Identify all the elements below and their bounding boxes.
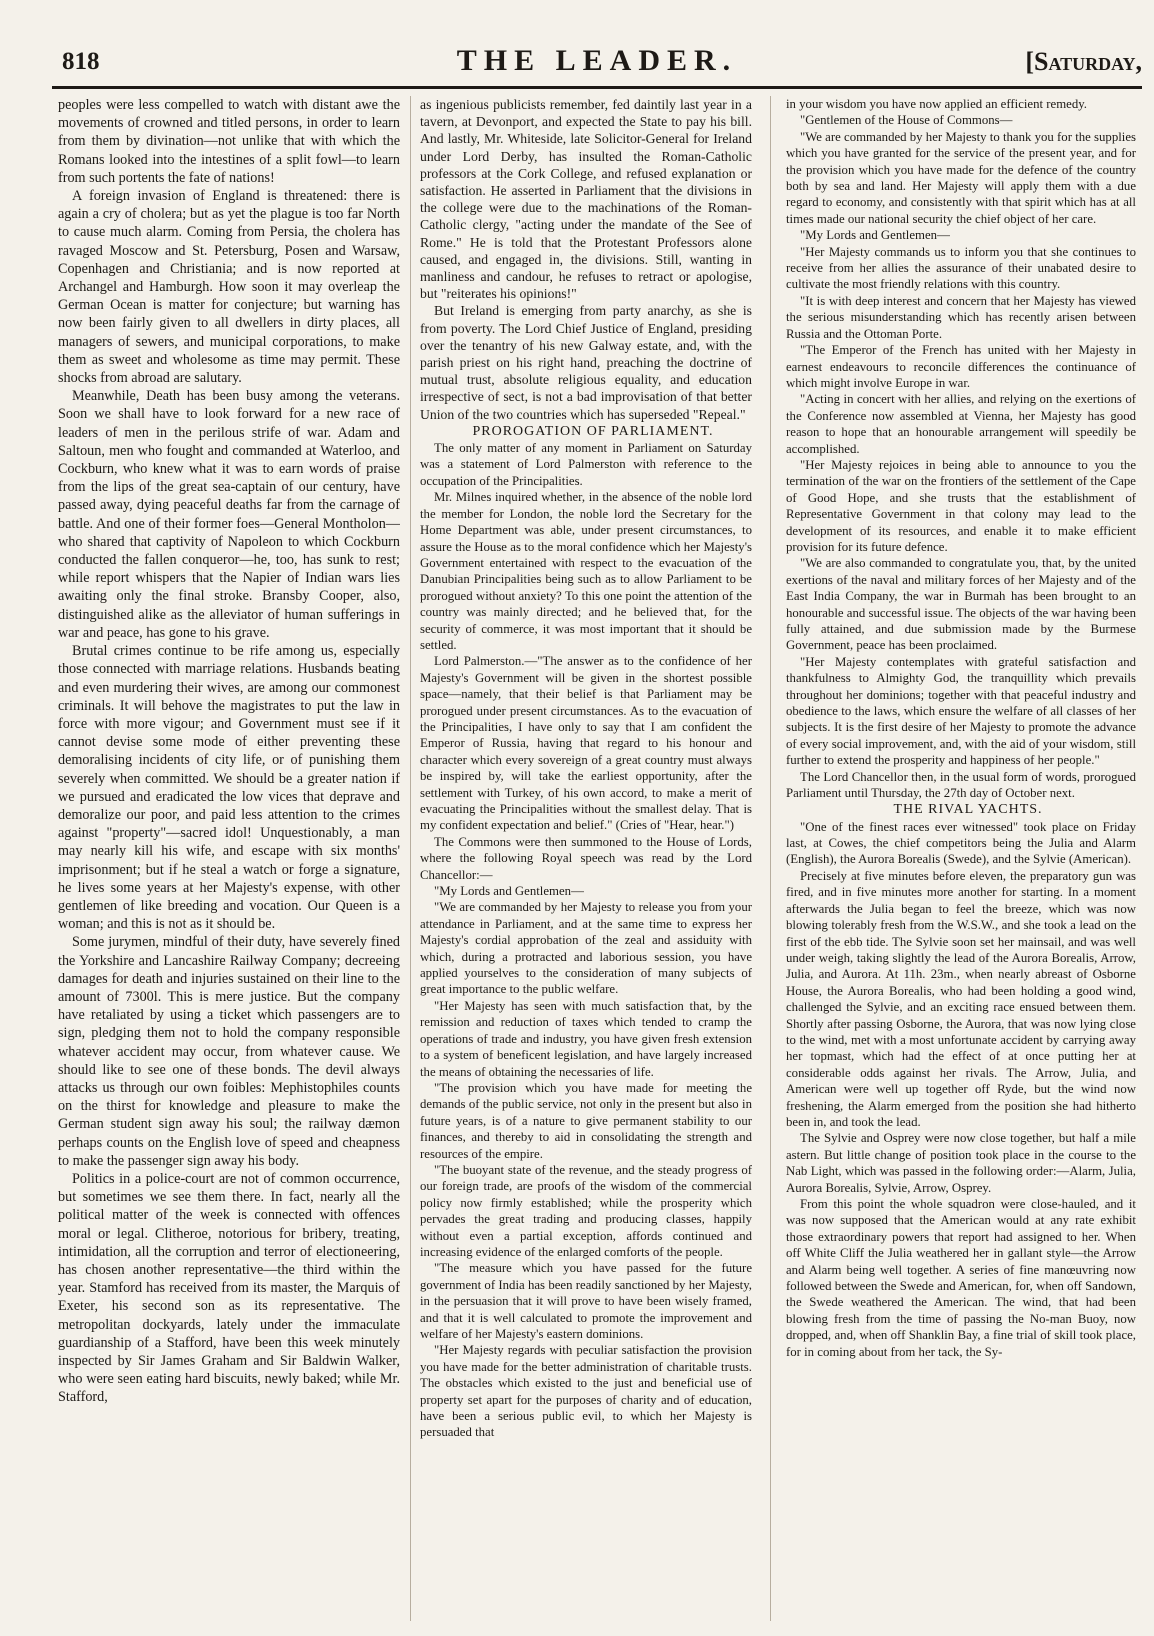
section-heading-rival-yachts: THE RIVAL YACHTS. [893,802,1043,818]
issue-day: [Saturday, [1025,47,1142,76]
paragraph: "Her Majesty rejoices in being able to announce to you the termination of the war on the frontiers of the settlement of the Cape of Good Hope, and she trusts that the establishment of Representative Government in that colony may lead to the development of its resources, and enable it to make efficient provision for its future defence. [786,457,1136,554]
paragraph: "The provision which you have made for meeting the demands of the public service, not only in the present but also in future years, is of a nature to give permanent stability to our finances, and thereby to aid in consolidating the strength and resources of the empire. [420,1080,752,1161]
paragraph: "We are also commanded to congratulate you, that, by the united exertions of the naval and military forces of her Majesty and of the East India Company, the war in Burmah has been brought to an honourable and successful issue. The objects of the war having been fully attained, and due submission made by the Burmese Government, peace has been proclaimed. [786,556,1136,653]
paragraph: Mr. Milnes inquired whether, in the absence of the noble lord the member for London, the noble lord the Secretary for the Home Department was able, under present circumstances, to assure the House as to the moral confidence which her Majesty's Government entertained with respect to the evacuation of the Danubian Principalities being such as to allow Parliament to be prorogued without anxiety? To this one point the attention of the country was mainly directed; and he believed that, for the security of commerce, it was most important that it should be settled. [420,490,752,652]
section-heading-prorogation: PROROGATION OF PARLIAMENT. [472,423,714,439]
paragraph: "The buoyant state of the revenue, and the steady progress of our foreign trade, are proofs of the wisdom of the commercial policy now firmly established; while the prosperity which pervades the great trading and producing classes, happily without even a partial exception, affords continued and increasing evidence of the enlarged comforts of the people. [420,1162,752,1259]
column-divider-1 [410,96,411,1621]
paragraph: "My Lords and Gentlemen— [800,228,950,243]
paragraph: Precisely at five minutes before eleven, the preparatory gun was fired, and in five minutes more another for starting. In a moment afterwards the Julia began to feel the breeze, which was now blowing tolerably fresh from the W.S.W., and she took a lead on the first of the ebb tide. The Sylvie soon set her mainsail, and was well under weigh, taking slightly the lead of the Aurora Borealis, Arrow, Julia, and Aurora. At 11h. 23m., when nearly abreast of Osborne House, the Aurora Borealis, who had been holding a good wind, challenged the Sylvie, and an exciting race ensued between them. Shortly after passing Osborne, the Aurora, that was now lying close to the wind, met with a most unfortunate accident by carrying away her topmast, which had the effect of at once putting her at considerable odds against her rivals. The Arrow, Julia, and American were well up together off Ryde, but the wind now freshening, the Alarm emerged from the position she had hitherto been in, and took the lead. [786,868,1136,1129]
paragraph: "One of the finest races ever witnessed" took place on Friday last, at Cowes, the chief competitors being the Julia and Alarm (English), the Aurora Borealis (Swede), and the Sylvie (American). [786,819,1136,867]
paragraph: But Ireland is emerging from party anarchy, as she is from poverty. The Lord Chief Justice of England, presiding over the tenantry of his new Galway estate, and, with the parish priest on his right hand, preaching the doctrine of mutual trust, absolute religious equality, and education irrespective of sect, is not a bad improvisation of that better Union of the two countries which has superseded "Repeal." [420,303,752,422]
column-divider-2 [770,96,771,1621]
paragraph: "We are commanded by her Majesty to release you from your attendance in Parliament, and at the same time to express her Majesty's cordial approbation of the zeal and assiduity with which, during a protracted and laborious session, you have applied yourselves to the consideration of many subjects of great importance to the public welfare. [420,900,752,997]
paragraph: "We are commanded by her Majesty to thank you for the supplies which you have granted for the service of the present year, and for the provision which you have made for the defence of the country both by sea and land. Her Majesty will apply them with a due regard to economy, and consistently with that spirit which has at all times made our national security the chief object of her care. [786,129,1136,226]
page-number: 818 [62,48,100,75]
column-1 [58,96,400,1624]
paragraph: Brutal crimes continue to be rife among us, especially those connected with marriage relations. Husbands beating and even murdering their wives, are among our commonest criminals. It will behove the magistrates to put the law in force with more vigour; and Government must see if it cannot devise some mode of either preventing these demoralising incidents of city life, or of punishing them severely when committed. We should be a greater nation if we pursued and eradicated the low vices that deprave and demoralize our poor, and paid less attention to the crimes against "property"—sacred idol! Unquestionably, a man may nearly kill his wife, and escape with six months' imprisonment; but if he steal a watch or forge a signature, he lives some years at her Majesty's expense, with other gentlemen of like breeding and vocation. Our Queen is a woman; and this is not as it should be. [58,643,400,933]
paragraph: "Her Majesty regards with peculiar satisfaction the provision you have made for the better administration of charitable trusts. The obstacles which existed to the just and beneficial use of property set apart for the purposes of charity and of education, have been a serious public evil, to which her Majesty is persuaded that [420,1343,752,1440]
masthead [52,42,1142,92]
paragraph: Lord Palmerston.—"The answer as to the confidence of her Majesty's Government will be given in the shortest possible space—namely, that their belief is that Parliament may be prorogued under present circumstances. As to the evacuation of the Principalities, I have only to say that I am confident the Emperor of Russia, having that regard to his honour and character which every sovereign of a great country must always be inspired by, will take the earliest opportunity, after the settlement with Turkey, of his own accord, to make a merit of evacuating the Principalities without the smallest delay. That is my confident expectation and belief." (Cries of "Hear, hear.") [420,654,752,833]
paragraph: "Her Majesty contemplates with grateful satisfaction and thankfulness to Almighty God, the tranquillity which prevails throughout her dominions; together with that peaceful industry and obedience to the laws, which ensure the welfare of all classes of her subjects. It is the first desire of her Majesty to promote the advance of every social improvement, and, with the aid of your wisdom, still further to extend the prosperity and happiness of her people." [786,654,1136,768]
paragraph: as ingenious publicists remember, fed daintily last year in a tavern, at Devonport, and expected the State to pay his bill. And lastly, Mr. Whiteside, late Solicitor-General for Ireland under Lord Derby, has insulted the Roman-Catholic professors at the Cork College, and refused explanation or satisfaction. He asserted in Parliament that the divisions in the college were due to the machinations of the Roman-Catholic clergy, "acting under the mandate of the See of Rome." He is told that the Protestant Professors alone caused, and engaged in, the divisions. Still, wanting in manliness and candour, he refuses to retract or apologise, but "reiterates his opinions!" [420,97,752,302]
paragraph: "My Lords and Gentlemen— [434,884,584,899]
paragraph: A foreign invasion of England is threatened: there is again a cry of cholera; but as yet the plague is too far North to cause much alarm. Coming from Persia, the cholera has ravaged Moscow and St. Petersburg, Posen and Warsaw, Copenhagen and Christiania; and is now reported at Archangel and Hamburgh. How soon it may overleap the German Ocean is matter for conjecture; but warning has now been fairly given to all dwellers in dirty places, all managers of sewers, and municipal corporations, to make them as sweet and wholesome as time may permit. These shocks from abroad are salutary. [58,188,400,387]
paragraph: "Her Majesty commands us to inform you that she continues to receive from her allies the assurance of their unabated desire to cultivate the most friendly relations with this country. [786,244,1136,292]
paragraph: in your wisdom you have now applied an efficient remedy. [786,97,1088,111]
paragraph: "Acting in concert with her allies, and relying on the exertions of the Conference now assembled at Vienna, her Majesty has good reason to hope that an honourable arrangement will speedily be accomplished. [786,392,1136,456]
paragraph: peoples were less compelled to watch with distant awe the movements of crowned and titled persons, in order to learn from them by divination—not unlike that with which the Romans looked into the intestines of a split fowl—to learn from such portents the fate of nations! [58,97,400,186]
paragraph: The only matter of any moment in Parliament on Saturday was a statement of Lord Palmerston with reference to the occupation of the Principalities. [420,441,752,488]
paragraph: Some jurymen, mindful of their duty, have severely fined the Yorkshire and Lancashire Railway Company; decreeing damages for death and injuries sustained on their line to the amount of 7300l. This is mere justice. But the company have retaliated by using a ticket which passengers are to sign, pledging them not to hold the company responsible whatever accident may occur, from whatever cause. We should like to see one of these bonds. The devil always attacks us through our own foibles: Mephistophiles counts on the thirst for knowledge and pleasure to make the German student sign away his soul; the railway dæmon perhaps counts on the English love of speed and cheapness to make the passenger sign away his body. [58,934,400,1169]
column-3 [786,96,1136,1624]
paragraph: "It is with deep interest and concern that her Majesty has viewed the serious misunderstanding which has recently arisen between Russia and the Ottoman Porte. [786,293,1136,341]
paragraph: "The measure which you have passed for the future government of India has been readily sanctioned by her Majesty, in the persuasion that it will prove to have been wisely framed, and that it is well calculated to promote the improvement and welfare of her Majesty's eastern dominions. [420,1261,752,1341]
newspaper-title: THE LEADER. [456,44,738,77]
paragraph: Meanwhile, Death has been busy among the veterans. Soon we shall have to look forward for a new race of leaders of men in the perilous strife of war. Adam and Saltoun, men who fought and commanded at Waterloo, and Cockburn, who knew what it was to earn words of praise from the lips of the great sea-captain of our century, have passed away, dying peaceful deaths far from the carnage of battle. And one of their former foes—General Montholon—who shared that captivity of Napoleon to which Cockburn conducted the fallen conqueror—he, too, has sunk to rest; while report whispers that the Napier of Indian wars lies awaiting only the final stroke. Bransby Cooper, also, distinguished alike as the alleviator of human sufferings in war and peace, has gone to his grave. [58,388,400,641]
paragraph: Politics in a police-court are not of common occurrence, but sometimes we see them there. In fact, nearly all the political matter of the week is connected with offences moral or legal. Clitheroe, notorious for bribery, treating, intimidation, all the corruption and terror of electioneering, has chosen another representative—the third within the year. Stamford has received from its master, the Marquis of Exeter, his second son as its representative. The metropolitan dockyards, lately under the immaculate guardianship of a Stafford, have been this week minutely inspected by Sir James Graham and Sir Baldwin Walker, who were seen eating hard biscuits, newly baked; while Mr. Stafford, [58,1170,400,1406]
paragraph: The Commons were then summoned to the House of Lords, where the following Royal speech was read by the Lord Chancellor:— [420,834,752,882]
paragraph: "Gentlemen of the House of Commons— [800,113,1013,128]
column-2 [420,96,752,1624]
paragraph: "The Emperor of the French has united with her Majesty in earnest endeavours to reconcile differences the continuance of which might involve Europe in war. [786,343,1136,390]
paragraph: From this point the whole squadron were close-hauled, and it was now supposed that the American would at any rate exhibit those extraordinary powers that report had assigned to her. When off White Cliff the Julia weathered her in gallant style—the Arrow and Alarm being well together. A series of fine manœuvring now followed between the Swede and American, for, when off Sandown, the Swede weathered the American. The wind, that had been blowing fresh from the time of passing the No-man Buoy, now dropped, and, when off Shanklin Bay, a fine trial of skill took place, for in coming about from her tack, the Sy- [786,1197,1136,1359]
paragraph: The Lord Chancellor then, in the usual form of words, prorogued Parliament until Thursday, the 27th day of October next. [786,769,1136,801]
paragraph: The Sylvie and Osprey were now close together, but half a mile astern. But little change of position took place in the course to the Nab Light, which was passed in the following order:—Alarm, Julia, Aurora Borealis, Sylvie, Arrow, Osprey. [786,1131,1136,1195]
paragraph: "Her Majesty has seen with much satisfaction that, by the remission and reduction of taxes which tended to cramp the operations of trade and industry, you have given fresh extension to a system of beneficent legislation, and have largely increased the means of obtaining the necessaries of life. [420,998,752,1079]
header-rule [52,86,1142,89]
